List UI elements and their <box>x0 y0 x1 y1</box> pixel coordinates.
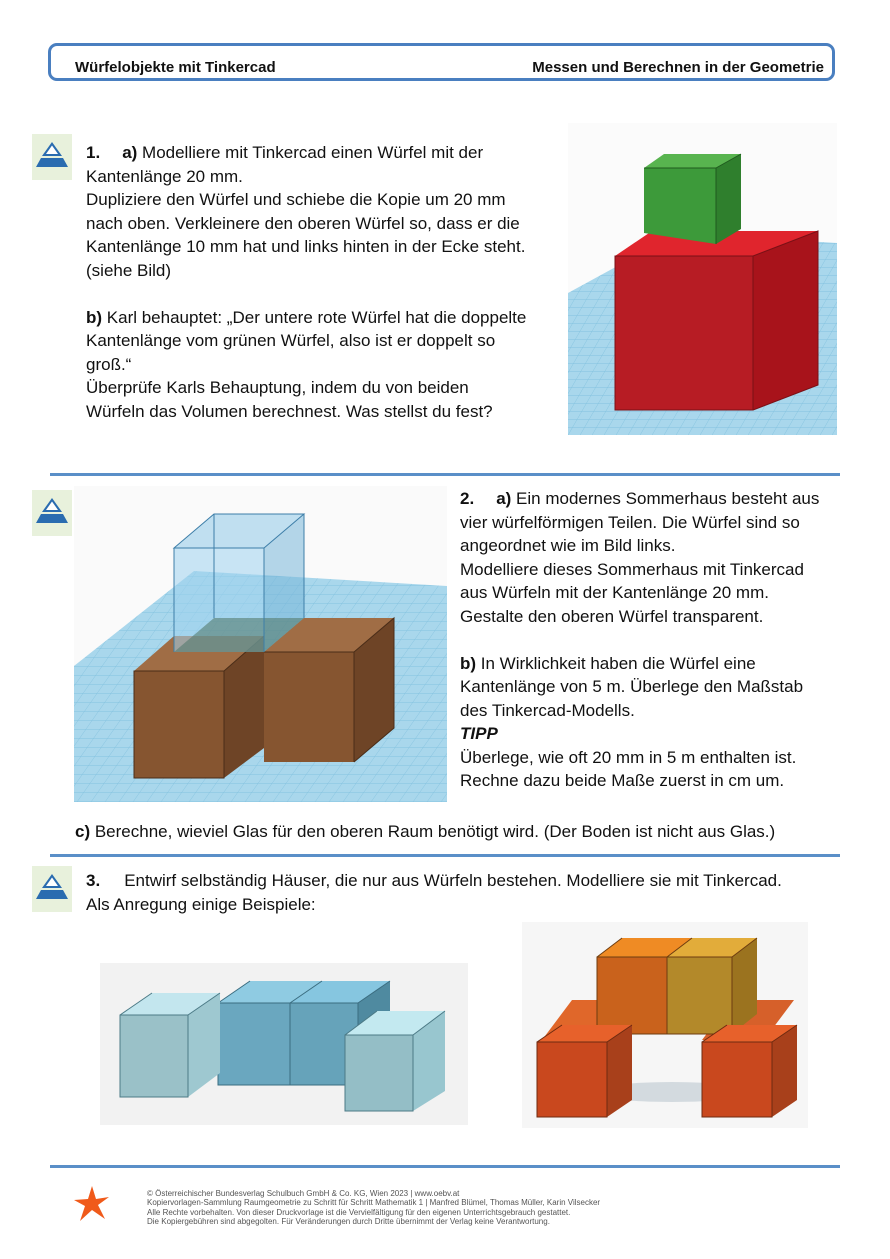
task2b-line: des Tinkercad-Modells. <box>460 700 635 720</box>
task2c-text <box>75 820 855 844</box>
tip-label: TIPP <box>460 724 498 743</box>
task1b-line: groß.“ <box>86 354 132 374</box>
task1-text <box>86 141 564 423</box>
task2a-line: angeordnet wie im Bild links. <box>460 536 676 555</box>
blue-cubes-image <box>100 963 468 1125</box>
header-title: Würfelobjekte mit Tinkercad <box>75 59 276 76</box>
cube-model-image-1 <box>568 123 837 435</box>
footer-line: © Österreichischer Bundesverlag Schulbuch GmbH & Co. KG, Wien 2023 | www.oebv.at <box>147 1189 460 1198</box>
task1b-line: Karl behauptet: „Der untere rote Würfel hat die doppelte <box>102 307 527 327</box>
header-subject: Messen und Berechnen in der Geometrie <box>532 59 824 76</box>
footer-line: Kopiervorlagen-Sammlung Raumgeometrie zu Schritt für Schritt Mathematik 1 | Manfred Blümel, Thomas Müller, Karin Vilsecker <box>147 1198 601 1208</box>
footer-line: Die Kopiergebühren sind abgegolten. Für Veränderungen durch Dritte übernimmt der Verlag keine Verantwortung. <box>147 1216 550 1226</box>
task1-number: 1. <box>86 143 101 162</box>
task1b-label: b) <box>86 307 103 327</box>
task2-number: 2. <box>460 489 475 508</box>
task2a-line: Modelliere dieses Sommerhaus mit Tinkercad <box>460 559 804 579</box>
task1a-line: (siehe Bild) <box>86 260 172 280</box>
footer <box>147 1189 847 1226</box>
tip-line: Rechne dazu beide Maße zuerst in cm um. <box>460 771 785 790</box>
task1b-line: Kantenlänge vom grünen Würfel, also ist er doppelt so <box>86 331 496 350</box>
summer-house-image <box>74 486 447 802</box>
task3-text <box>86 869 846 916</box>
task3-line: Entwirf selbständig Häuser, die nur aus Würfeln bestehen. Modelliere sie mit Tinkercad. <box>124 871 782 890</box>
task1a-line: Kantenlänge 10 mm hat und links hinten in der Ecke steht. <box>86 237 526 256</box>
task2a-line: aus Würfeln mit der Kantenlänge 20 mm. <box>460 583 769 602</box>
task1a-line: nach oben. Verkleinere den oberen Würfel so, dass er die <box>86 213 520 233</box>
orange-cubes-image <box>522 922 808 1128</box>
task2b-line: In Wirklichkeit haben die Würfel eine <box>476 653 756 673</box>
task3-number: 3. <box>86 871 101 890</box>
task2-text <box>460 487 850 793</box>
level-icon <box>32 490 72 536</box>
task2c-line: Berechne, wieviel Glas für den oberen Raum benötigt wird. (Der Boden ist nicht aus Glas.) <box>90 822 776 841</box>
divider <box>50 854 840 857</box>
task1a-line: Dupliziere den Würfel und schiebe die Kopie um 20 mm <box>86 190 506 209</box>
task2a-label: a) <box>496 489 512 508</box>
task1a-line: Modelliere mit Tinkercad einen Würfel mit der <box>137 143 484 162</box>
task1b-line: Würfeln das Volumen berechnest. Was stellst du fest? <box>86 401 493 421</box>
footer-line: Alle Rechte vorbehalten. Von dieser Druckvorlage ist die Vervielfältigung für den eigenen Unterrichtsgebrauch gestattet. <box>147 1207 571 1217</box>
level-icon <box>32 866 72 912</box>
task2a-line: vier würfelförmigen Teilen. Die Würfel sind so <box>460 512 800 532</box>
task1b-line: Überprüfe Karls Behauptung, indem du von beiden <box>86 378 469 397</box>
level-icon <box>32 134 72 180</box>
task1a-label: a) <box>122 143 138 162</box>
task2a-line: Gestalte den oberen Würfel transparent. <box>460 606 764 626</box>
publisher-logo <box>72 1183 112 1225</box>
task2b-line: Kantenlänge von 5 m. Überlege den Maßstab <box>460 677 804 696</box>
task1a-line: Kantenlänge 20 mm. <box>86 166 243 186</box>
tip-line: Überlege, wie oft 20 mm in 5 m enthalten ist. <box>460 747 797 767</box>
task2c-label: c) <box>75 822 91 841</box>
page-header <box>48 43 835 81</box>
task2b-label: b) <box>460 653 477 673</box>
divider <box>50 1165 840 1168</box>
task2a-line: Ein modernes Sommerhaus besteht aus <box>511 489 820 508</box>
divider <box>50 473 840 476</box>
task3-line: Als Anregung einige Beispiele: <box>86 894 316 914</box>
